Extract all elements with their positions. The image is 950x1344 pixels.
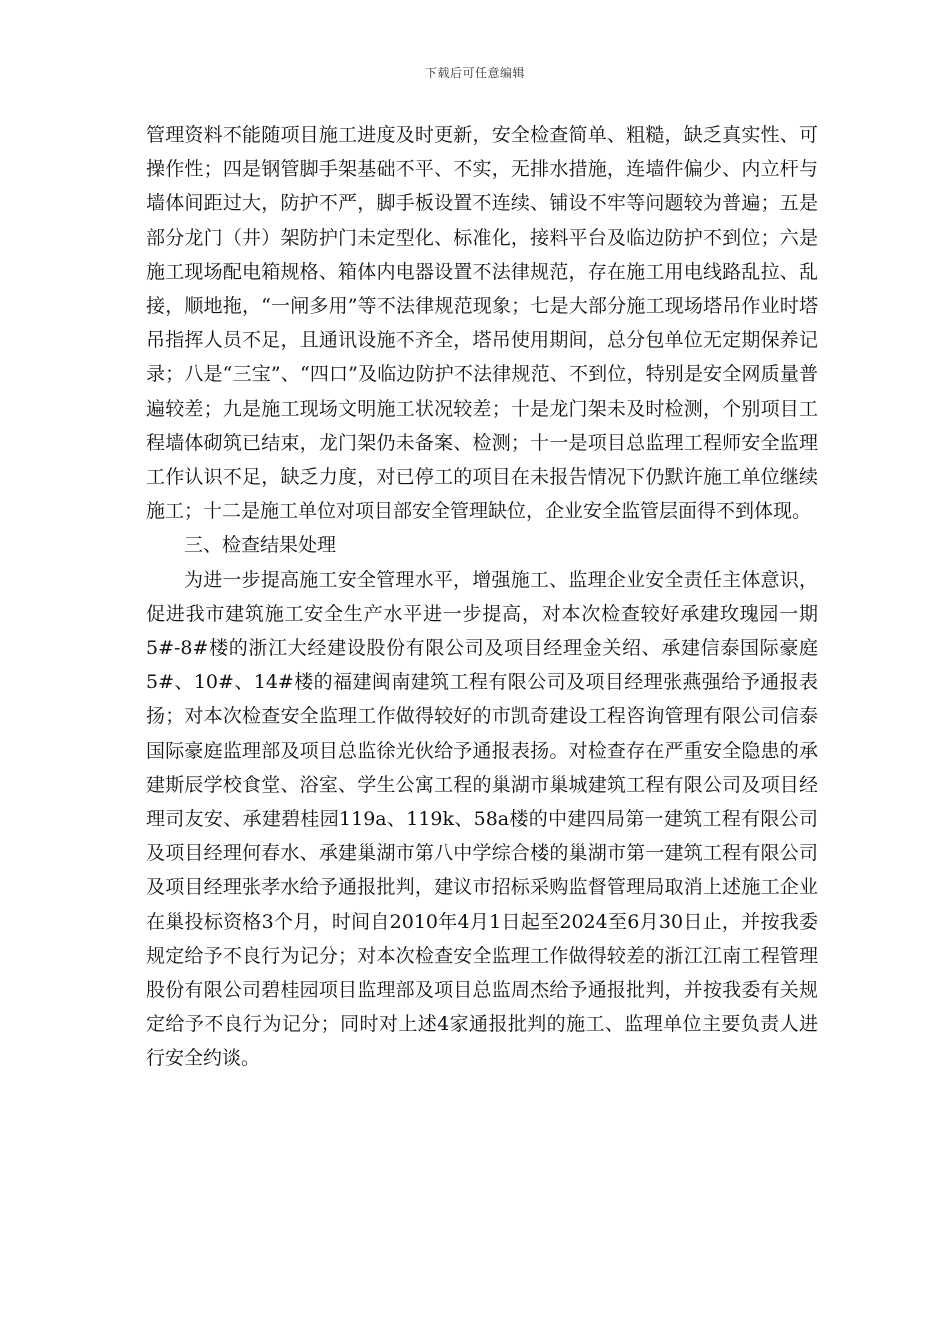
page-header: 下载后可任意编辑 bbox=[424, 66, 525, 80]
body-paragraph-continued: 管理资料不能随项目施工进度及时更新，安全检查简单、粗糙，缺乏真实性、可操作性；四是钢管脚手架基础不平、不实，无排水措施，连墙件偏少、内立杆与墙体间距过大，防护不严，脚手板设置不连续、铺设不牢等问题较为普遍；五是部分龙门（井）架防护门未定型化、标准化，接料平台及临边防护不到位；六是施工现场配电箱规格、箱体内电器设置不法律规范，存在施工用电线路乱拉、乱接，顺地拖，“一闸多用”等不法律规范现象；七是大部分施工现场塔吊作业时塔吊指挥人员不足，且通讯设施不齐全，塔吊使用期间，总分包单位无定期保养记录；八是“三宝”、“四口”及临边防护不法律规范、不到位，特别是安全网质量普遍较差；九是施工现场文明施工状况较差；十是龙门架未及时检测，个别项目工程墙体砌筑已结束，龙门架仍未备案、检测；十一是项目总监理工程师安全监理工作认识不足，缺乏力度，对已停工的项目在未报告情况下仍默许施工单位继续施工；十二是施工单位对项目部安全管理缺位，企业安全监管层面得不到体现。 bbox=[146, 124, 818, 523]
document-body bbox=[146, 118, 818, 1076]
body-paragraph-results: 为进一步提高施工安全管理水平，增强施工、监理企业安全责任主体意识，促进我市建筑施工安全生产水平进一步提高，对本次检查较好承建玫瑰园一期5#-8#楼的浙江大经建设股份有限公司及项目经理金关绍、承建信泰国际豪庭5#、10#、14#楼的福建闽南建筑工程有限公司及项目经理张燕强给予通报表扬；对本次检查安全监理工作做得较好的市凯奇建设工程咨询管理有限公司信泰国际豪庭监理部及项目总监徐光伙给予通报表扬。对检查存在严重安全隐患的承建斯辰学校食堂、浴室、学生公寓工程的巢湖市巢城建筑工程有限公司及项目经理司友安、承建碧桂园119a、119k、58a楼的中建四局第一建筑工程有限公司及项目经理何春水、承建巢湖市第八中学综合楼的巢湖市第一建筑工程有限公司及项目经理张孝水给予通报批判，建议市招标采购监督管理局取消上述施工企业在巢投标资格3个月，时间自2010年4月1日起至2024至6月30日止，并按我委规定给予不良行为记分；对本次检查安全监理工作做得较差的浙江江南工程管理股份有限公司碧桂园项目监理部及项目总监周杰给予通报批判，并按我委有关规定给予不良行为记分；同时对上述4家通报批判的施工、监理单位主要负责人进行安全约谈。 bbox=[146, 568, 818, 1070]
section-heading: 三、检查结果处理 bbox=[184, 534, 337, 557]
